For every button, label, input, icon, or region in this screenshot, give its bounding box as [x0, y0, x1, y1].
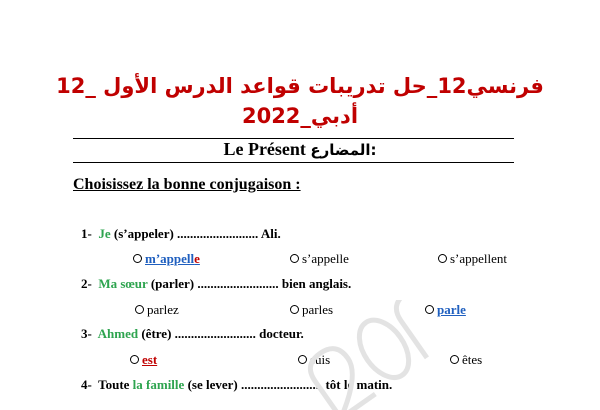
question-subject: Ahmed: [97, 326, 139, 341]
option-2c[interactable]: [425, 302, 466, 318]
question-text: (s’appeler) ......................... Ali.: [113, 226, 281, 241]
question-text: (parler) ......................... bien anglais.: [150, 276, 352, 291]
option-3c[interactable]: [450, 352, 482, 368]
question-subject: Je: [98, 226, 111, 241]
option-label: parle: [437, 302, 466, 317]
subtitle-french: Le Présent: [223, 139, 306, 159]
option-3a[interactable]: [130, 352, 157, 368]
option-label: parlez: [147, 302, 179, 317]
question-2: [81, 276, 351, 292]
title-line-2: أدبي_2022: [241, 104, 359, 128]
radio-circle-icon: [438, 254, 447, 263]
option-label: est: [142, 352, 158, 367]
question-4: [81, 377, 392, 393]
option-label: s’appelle: [302, 251, 349, 266]
option-label: s’appellent: [450, 251, 508, 266]
exercise-instruction: Choisissez la bonne conjugaison :: [73, 176, 301, 193]
radio-circle-icon: [290, 254, 299, 263]
question-subject: Ma sœur: [98, 276, 148, 291]
option-label: m’appelle: [145, 251, 200, 266]
option-2b[interactable]: [290, 302, 333, 318]
radio-circle-icon: [425, 305, 434, 314]
question-text: (être) ......................... docteur.: [141, 326, 304, 341]
bottom-divider: [73, 162, 514, 163]
question-number: 1-: [81, 226, 92, 241]
question-subject: la famille: [132, 377, 185, 392]
lesson-subtitle: [0, 139, 600, 160]
option-label: êtes: [462, 352, 483, 367]
question-number: 3-: [81, 326, 92, 341]
radio-circle-icon: [450, 355, 459, 364]
title-line-1: فرنسي12_حل تدريبات قواعد الدرس الأول _12: [56, 74, 544, 98]
radio-circle-icon: [133, 254, 142, 263]
option-label: parles: [302, 302, 334, 317]
option-2a[interactable]: [135, 302, 179, 318]
option-label: suis: [310, 352, 331, 367]
option-1b[interactable]: [290, 251, 349, 267]
radio-circle-icon: [290, 305, 299, 314]
radio-circle-icon: [135, 305, 144, 314]
subtitle-arabic: المضارع:: [310, 141, 377, 159]
question-prefix: Toute: [98, 377, 130, 392]
radio-circle-icon: [130, 355, 139, 364]
question-text: (se lever) ......................... tôt le matin.: [187, 377, 393, 392]
question-3: [81, 326, 304, 342]
question-number: 2-: [81, 276, 92, 291]
option-1c[interactable]: [438, 251, 507, 267]
question-1: [81, 226, 281, 242]
option-1a[interactable]: [133, 251, 200, 267]
radio-circle-icon: [298, 355, 307, 364]
option-3b[interactable]: [298, 352, 330, 368]
question-number: 4-: [81, 377, 92, 392]
